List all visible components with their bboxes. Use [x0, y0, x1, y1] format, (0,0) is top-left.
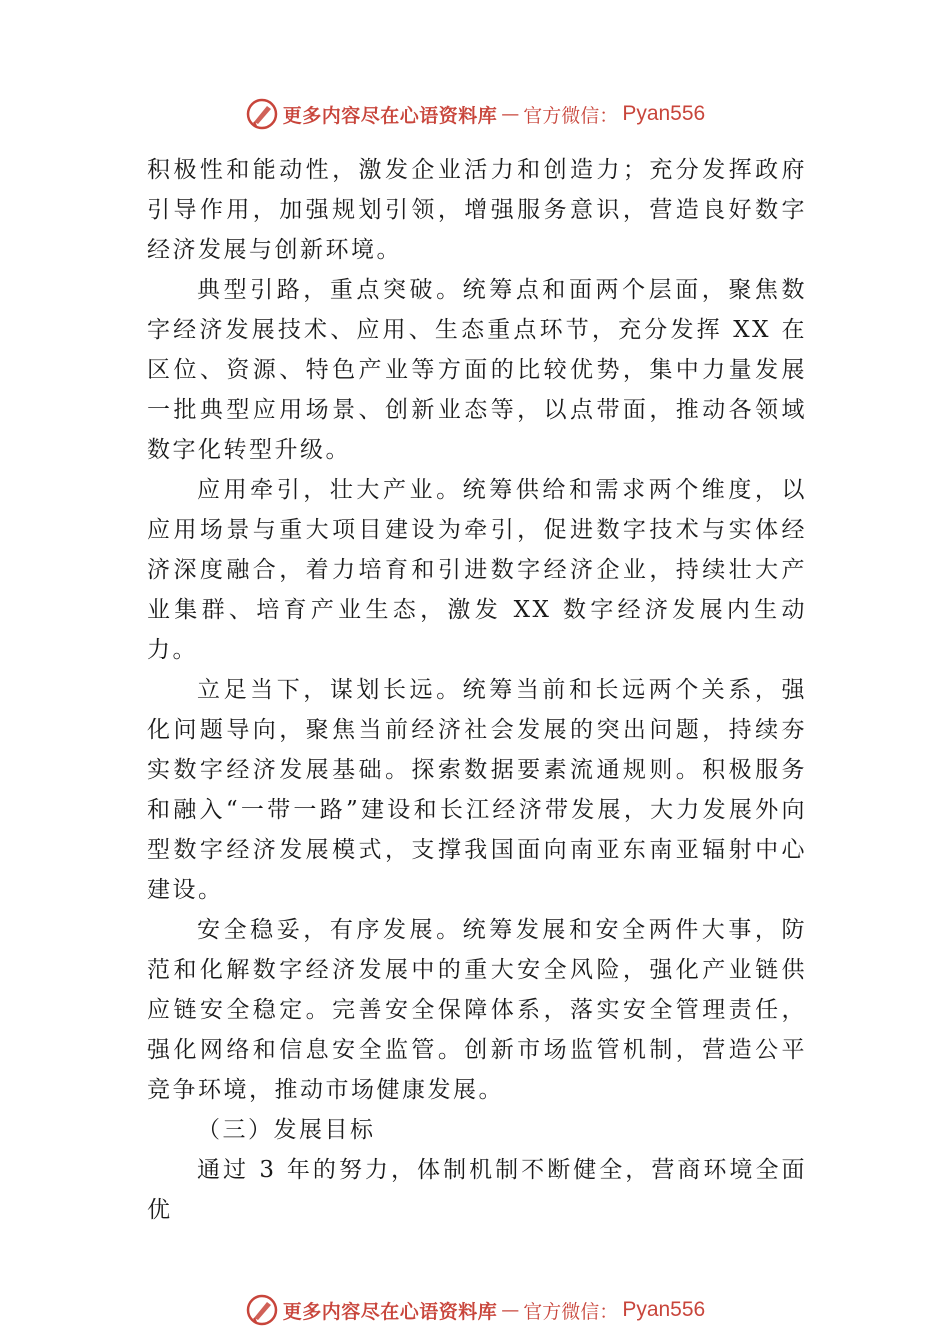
- paragraph-safe-development: 安全稳妥，有序发展。统筹发展和安全两件大事，防范和化解数字经济发展中的重大安全风险，强化产业链供应链安全稳定。完善安全保障体系，落实安全管理责任，强化网络和信息安全监管。创新市场监管机制，营造公平竞争环境，推动市场健康发展。: [147, 917, 807, 1103]
- document-body: [147, 150, 807, 1230]
- paragraph-goals-start: 通过 3 年的努力，体制机制不断健全，营商环境全面优: [147, 1157, 807, 1223]
- paragraph-typical-lead: 典型引路，重点突破。统筹点和面两个层面，聚焦数字经济发展技术、应用、生态重点环节，充分发挥 XX 在区位、资源、特色产业等方面的比较优势，集中力量发展一批典型应用场景、创新业态等，以点带面，推动各领域数字化转型升级。: [147, 277, 807, 463]
- watermark-title: 更多内容尽在心语资料库: [282, 104, 498, 127]
- watermark-title: 更多内容尽在心语资料库: [282, 1300, 498, 1323]
- quill-pen-logo-icon: [245, 97, 279, 131]
- paragraph-long-term-planning: 立足当下，谋划长远。统筹当前和长远两个关系，强化问题导向，聚焦当前经济社会发展的突出问题，持续夯实数字经济发展基础。探索数据要素流通规则。积极服务和融入“一带一路”建设和长江经济带发展，大力发展外向型数字经济发展模式，支撑我国面向南亚东南亚辐射中心建设。: [147, 677, 807, 903]
- paragraph-continuation: 积极性和能动性，激发企业活力和创造力；充分发挥政府引导作用，加强规划引领，增强服务意识，营造良好数字经济发展与创新环境。: [147, 157, 807, 263]
- watermark-wechat-id: Pyan556: [622, 102, 706, 125]
- watermark-separator: —: [501, 103, 520, 125]
- footer-watermark: [0, 1290, 950, 1330]
- watermark-wechat-id: Pyan556: [622, 1298, 706, 1321]
- paragraph-application-traction: 应用牵引，壮大产业。统筹供给和需求两个维度，以应用场景与重大项目建设为牵引，促进数字技术与实体经济深度融合，着力培育和引进数字经济企业，持续壮大产业集群、培育产业生态，激发 XX 数字经济发展内生动力。: [147, 477, 807, 663]
- watermark-wechat-label: 官方微信：: [523, 1300, 619, 1323]
- header-watermark: [0, 94, 950, 134]
- watermark-separator: —: [501, 1299, 520, 1321]
- quill-pen-logo-icon: [245, 1293, 279, 1327]
- watermark-wechat-label: 官方微信：: [523, 104, 619, 127]
- section-heading: （三）发展目标: [197, 1117, 376, 1143]
